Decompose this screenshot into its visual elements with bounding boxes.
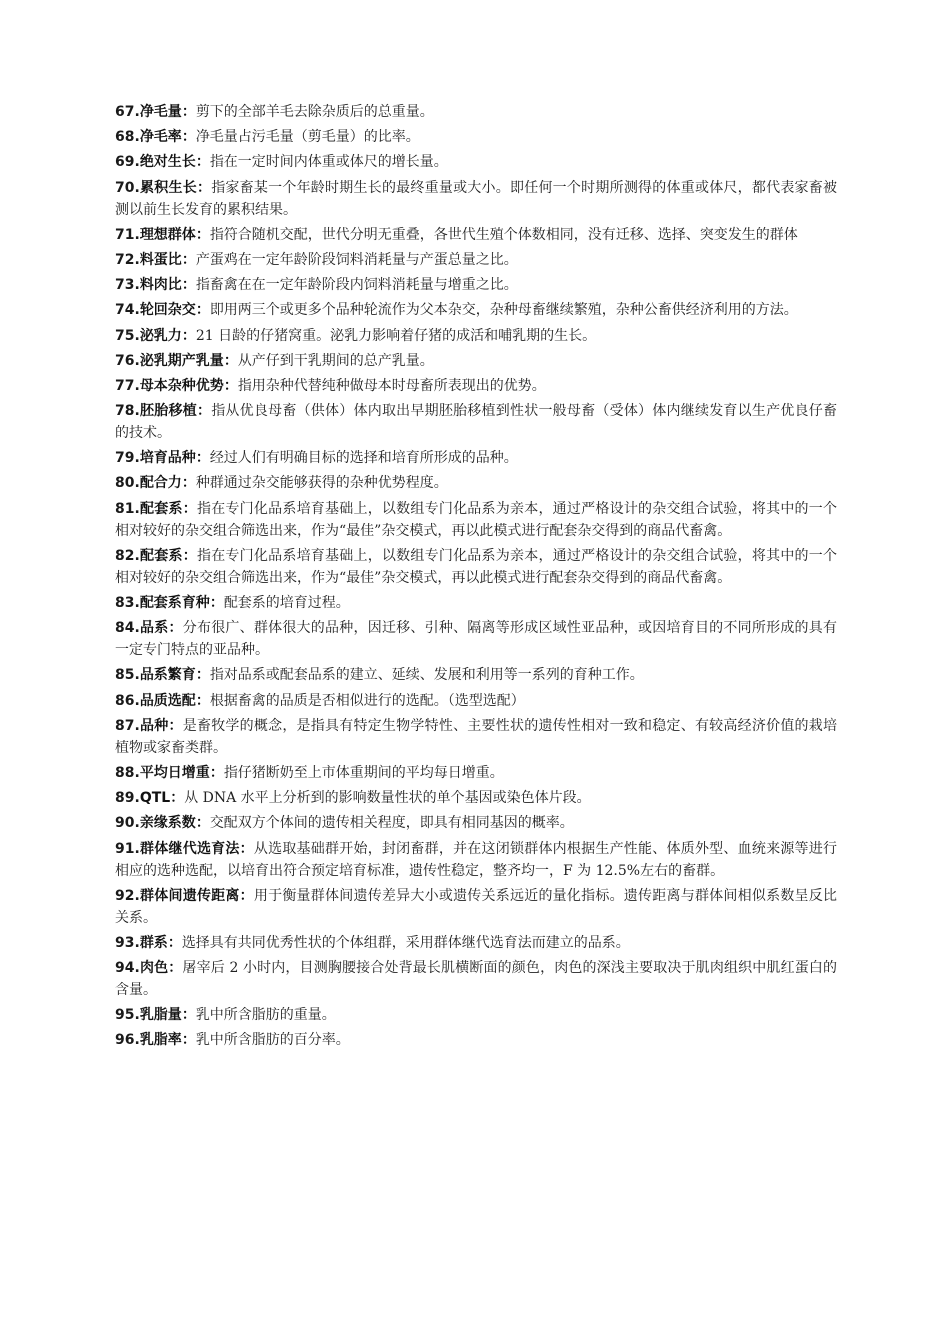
entry-number: 72. [115,251,140,268]
glossary-page [115,101,837,1055]
entry-term: 亲缘系数 [139,815,196,832]
entry-term: 料蛋比 [139,251,182,268]
glossary-entry [115,224,837,246]
entry-term: 培育品种 [139,450,196,467]
entry-separator: ： [195,154,210,171]
entry-definition: 指仔猪断奶至上市体重期间的平均每日增重。 [223,764,504,781]
entry-number: 77. [115,377,140,394]
entry-definition: 即用两三个或更多个品种轮流作为父本杂交，杂种母畜继续繁殖，杂种公畜供经济利用的方法。 [209,302,798,319]
entry-term: 母本杂种优势 [139,377,224,394]
glossary-entry [115,299,837,321]
entry-number: 69. [115,154,140,171]
entry-term: 净毛率 [139,129,182,146]
entry-definition: 根据畜禽的品质是否相似进行的选配。（选型选配） [209,692,525,709]
glossary-entry [115,126,837,148]
entry-number: 68. [115,129,140,146]
entry-separator: ： [168,717,183,734]
entry-term: 绝对生长 [139,154,196,171]
entry-term: 群体继代选育法 [139,840,240,857]
glossary-entry [115,715,837,759]
entry-separator: ： [181,1007,196,1024]
entry-number: 96. [115,1032,140,1049]
entry-separator: ： [181,327,196,344]
glossary-entry [115,957,837,1001]
entry-separator: ： [239,840,254,857]
entry-separator: ： [209,764,224,781]
entry-definition: 配套系的培育过程。 [223,595,350,611]
entry-number: 82. [115,547,140,564]
entry-definition: 选择具有共同优秀性状的个体组群，采用群体继代选育法而建立的品系。 [181,934,630,951]
glossary-entry [115,664,837,686]
glossary-entry [115,885,837,929]
entry-separator: ： [181,475,196,492]
entry-term: 群系 [139,934,168,951]
entry-term: 品系 [139,620,169,637]
entry-definition: 用于衡量群体间遗传差异大小或遗传关系远近的量化指标。遗传距离与群体间相似系数呈反比关系。 [115,887,838,926]
entry-number: 94. [115,960,140,977]
entry-number: 89. [115,790,140,807]
entry-term: 料肉比 [139,277,182,294]
entry-number: 78. [115,403,140,420]
entry-term: 净毛量 [139,104,182,120]
entry-definition: 屠宰后 2 小时内，目测胸腰接合处背最长肌横断面的颜色，肉色的深浅主要取决于肌肉组织中肌红蛋白的含量。 [115,960,838,999]
entry-number: 86. [115,692,140,709]
entry-number: 85. [115,667,140,684]
entry-definition: 产蛋鸡在一定年龄阶段饲料消耗量与产蛋总量之比。 [195,251,518,268]
glossary-entry [115,1004,837,1026]
entry-definition: 剪下的全部羊毛去除杂质后的总重量。 [195,104,434,120]
entry-separator: ： [223,352,238,369]
entry-definition: 指家畜某一个年龄时期生长的最终重量或大小。即任何一个时期所测得的体重或体尺，都代表家畜被测以前生长发育的累积结果。 [115,179,838,218]
entry-separator: ： [181,251,196,268]
entry-definition: 种群通过杂交能够获得的杂种优势程度。 [195,475,448,492]
entry-definition: 指畜禽在在一定年龄阶段内饲料消耗量与增重之比。 [195,277,518,294]
entry-number: 75. [115,327,140,344]
entry-number: 81. [115,500,140,517]
glossary-entry [115,545,837,589]
entry-definition: 指在专门化品系培育基础上，以数组专门化品系为亲本，通过严格设计的杂交组合试验，将其中的一个相对较好的杂交组合筛选出来，作为“最佳”杂交模式，再以此模式进行配套杂交得到的商品代畜禽。 [115,500,838,539]
entry-separator: ： [195,692,210,709]
entry-term: 品系繁育 [139,667,196,684]
glossary-entry [115,838,837,882]
entry-separator: ： [195,667,210,684]
entry-term: 平均日增重 [139,764,210,781]
entry-separator: ： [195,302,210,319]
entry-number: 74. [115,302,140,319]
entry-term: 品种 [139,717,169,734]
entry-separator: ： [195,815,210,832]
entry-number: 67. [115,104,140,120]
glossary-entry [115,400,837,444]
glossary-entry [115,762,837,784]
glossary-entry [115,350,837,372]
entry-definition: 指从优良母畜（供体）体内取出早期胚胎移植到性状一般母畜（受体）体内继续发育以生产优良仔畜的技术。 [115,403,838,442]
glossary-entry [115,812,837,834]
entry-term: 配合力 [139,475,182,492]
entry-separator: ： [239,887,254,904]
entry-term: 累积生长 [139,179,197,196]
entry-term: 乳脂量 [139,1007,182,1024]
entry-number: 95. [115,1007,140,1024]
entry-term: 胚胎移植 [139,403,197,420]
entry-term: 肉色 [139,960,169,977]
glossary-entry [115,617,837,661]
entry-term: 配套系育种 [139,595,210,611]
entry-term: 理想群体 [139,226,196,243]
entry-separator: ： [168,960,183,977]
entry-definition: 指对品系或配套品系的建立、延续、发展和利用等一系列的育种工作。 [209,667,644,684]
entry-definition: 指在专门化品系培育基础上，以数组专门化品系为亲本，通过严格设计的杂交组合试验，将其中的一个相对较好的杂交组合筛选出来，作为“最佳”杂交模式，再以此模式进行配套杂交得到的商品代畜禽。 [115,547,838,586]
entry-term: 乳脂率 [139,1032,182,1049]
entry-term: 配套系 [139,500,183,517]
glossary-entry [115,101,837,123]
entry-number: 91. [115,840,140,857]
glossary-entry [115,177,837,221]
entry-definition: 乳中所含脂肪的重量。 [195,1007,336,1024]
entry-separator: ： [181,129,196,146]
entry-separator: ： [223,377,238,394]
entry-definition: 21 日龄的仔猪窝重。泌乳力影响着仔猪的成活和哺乳期的生长。 [195,327,597,344]
entry-number: 79. [115,450,140,467]
entry-separator: ： [181,277,196,294]
glossary-entry [115,249,837,271]
entry-number: 87. [115,717,140,734]
glossary-entry [115,325,837,347]
entry-definition: 交配双方个体间的遗传相关程度，即具有相同基因的概率。 [209,815,574,832]
entry-separator: ： [195,226,210,243]
entry-number: 80. [115,475,140,492]
entry-separator: ： [181,104,196,120]
glossary-entry [115,447,837,469]
entry-definition: 指用杂种代替纯种做母本时母畜所表现出的优势。 [237,377,546,394]
entry-definition: 指在一定时间内体重或体尺的增长量。 [209,154,448,171]
entry-term: 品质选配 [139,692,196,709]
glossary-entry [115,690,837,712]
entry-separator: ： [195,450,210,467]
entry-definition: 从 DNA 水平上分析到的影响数量性状的单个基因或染色体片段。 [184,790,591,807]
entry-definition: 净毛量占污毛量（剪毛量）的比率。 [195,129,420,146]
entry-separator: ： [181,1032,196,1049]
glossary-entry [115,1029,837,1051]
glossary-entry [115,932,837,954]
entry-number: 93. [115,934,140,951]
entry-separator: ： [209,595,224,611]
entry-separator: ： [170,790,185,807]
entry-number: 71. [115,226,140,243]
glossary-entry [115,787,837,809]
entry-definition: 指符合随机交配，世代分明无重叠，各世代生殖个体数相同，没有迁移、选择、突变发生的群体 [209,226,798,243]
entry-term: 泌乳期产乳量 [139,352,224,369]
entry-term: 泌乳力 [139,327,182,344]
entry-number: 76. [115,352,140,369]
entry-definition: 从选取基础群开始，封闭畜群，并在这闭锁群体内根据生产性能、体质外型、血统来源等进行相应的选种选配，以培育出符合预定培育标准，遗传性稳定，整齐均一，F 为 12.5%左右的畜群。 [115,840,838,879]
glossary-entry [115,472,837,494]
entry-separator: ： [182,500,197,517]
entry-definition: 经过人们有明确目标的选择和培育所形成的品种。 [209,450,518,467]
glossary-entry [115,375,837,397]
entry-term: QTL [139,790,171,807]
entry-number: 92. [115,887,140,904]
entry-number: 88. [115,764,140,781]
glossary-entry [115,274,837,296]
entry-term: 轮回杂交 [139,302,196,319]
glossary-entry [115,151,837,173]
entry-term: 配套系 [139,547,183,564]
glossary-entry [115,592,837,614]
entry-definition: 乳中所含脂肪的百分率。 [195,1032,350,1049]
entry-separator: ： [182,547,197,564]
glossary-entry [115,498,837,542]
entry-number: 70. [115,179,140,196]
entry-separator: ： [196,179,212,196]
entry-number: 90. [115,815,140,832]
entry-separator: ： [167,934,182,951]
entry-number: 73. [115,277,140,294]
entry-number: 84. [115,620,140,637]
entry-separator: ： [196,403,212,420]
entry-separator: ： [168,620,183,637]
entry-number: 83. [115,595,140,611]
entry-definition: 分布很广、群体很大的品种，因迁移、引种、隔离等形成区域性亚品种，或因培育目的不同所形成的具有一定专门特点的亚品种。 [115,620,838,659]
entry-definition: 是畜牧学的概念，是指具有特定生物学特性、主要性状的遗传性相对一致和稳定、有较高经济价值的栽培植物或家畜类群。 [115,717,838,756]
entry-term: 群体间遗传距离 [139,887,240,904]
entry-definition: 从产仔到干乳期间的总产乳量。 [237,352,434,369]
